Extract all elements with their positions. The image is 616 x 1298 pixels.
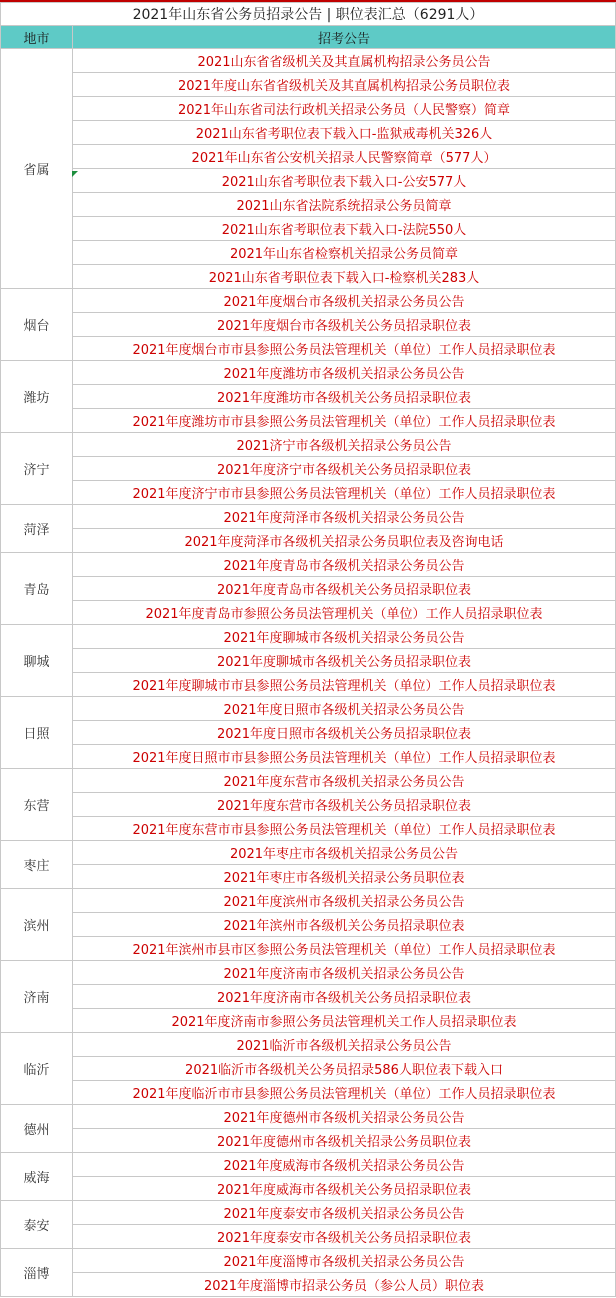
city-cell: 日照 [1,697,73,769]
table-row [1,865,616,889]
table-row [1,721,616,745]
table-row [1,241,616,265]
table-row [1,1129,616,1153]
table-row [1,217,616,241]
table-title: 2021年山东省公务员招录公告 | 职位表汇总（6291人） [1,3,616,26]
city-cell: 菏泽 [1,505,73,553]
table-row [1,769,616,793]
table-row [1,985,616,1009]
table-row [1,1081,616,1105]
notice-link[interactable]: 2021临沂市各级机关招录公务员公告 [73,1033,616,1057]
notice-link[interactable]: 2021年度淄博市招录公务员（参公人员）职位表 [73,1273,616,1297]
notice-link[interactable]: 2021年度威海市各级机关招录公务员公告 [73,1153,616,1177]
notice-link[interactable]: 2021年度淄博市各级机关招录公务员公告 [73,1249,616,1273]
notice-link[interactable]: 2021山东省省级机关及其直属机构招录公务员公告 [73,49,616,73]
notice-link[interactable]: 2021山东省法院系统招录公务员简章 [73,193,616,217]
notice-link[interactable]: 2021年度德州市各级机关招录公务员职位表 [73,1129,616,1153]
city-cell: 济宁 [1,433,73,505]
header-row [1,26,616,49]
table-row [1,889,616,913]
table-row [1,193,616,217]
table-row [1,1057,616,1081]
table-row [1,1033,616,1057]
table-row [1,121,616,145]
table-row [1,1009,616,1033]
notice-link[interactable]: 2021山东省考职位表下载入口-监狱戒毒机关326人 [73,121,616,145]
city-cell: 济南 [1,961,73,1033]
table-row [1,913,616,937]
table-row [1,1105,616,1129]
city-cell: 潍坊 [1,361,73,433]
table-row [1,745,616,769]
notice-link[interactable]: 2021年度临沂市市县参照公务员法管理机关（单位）工作人员招录职位表 [73,1081,616,1105]
notice-link[interactable]: 2021年滨州市各级机关公务员招录职位表 [73,913,616,937]
table-row [1,601,616,625]
recruitment-table [0,2,616,1297]
table-row [1,937,616,961]
notice-link[interactable]: 2021年度青岛市各级机关招录公务员公告 [73,553,616,577]
city-cell: 省属 [1,49,73,289]
notice-link[interactable]: 2021年度德州市各级机关招录公务员公告 [73,1105,616,1129]
city-cell: 威海 [1,1153,73,1201]
table-row [1,481,616,505]
notice-link[interactable]: 2021年滨州市县市区参照公务员法管理机关（单位）工作人员招录职位表 [73,937,616,961]
notice-link[interactable]: 2021年度泰安市各级机关公务员招录职位表 [73,1225,616,1249]
city-cell: 青岛 [1,553,73,625]
table-row [1,697,616,721]
notice-link[interactable]: 2021年度山东省省级机关及其直属机构招录公务员职位表 [73,73,616,97]
notice-link[interactable]: 2021年度潍坊市市县参照公务员法管理机关（单位）工作人员招录职位表 [73,409,616,433]
table-row [1,337,616,361]
notice-link[interactable]: 2021年度泰安市各级机关招录公务员公告 [73,1201,616,1225]
notice-link[interactable]: 2021年度青岛市参照公务员法管理机关（单位）工作人员招录职位表 [73,601,616,625]
table-row [1,1273,616,1297]
table-row [1,289,616,313]
table-row [1,841,616,865]
table-row [1,529,616,553]
table-row [1,73,616,97]
table-row [1,649,616,673]
notice-link[interactable]: 2021年度济南市参照公务员法管理机关工作人员招录职位表 [73,1009,616,1033]
table-row [1,817,616,841]
notice-link[interactable]: 2021年度日照市各级机关招录公务员公告 [73,697,616,721]
notice-link[interactable]: 2021年枣庄市各级机关招录公务员职位表 [73,865,616,889]
notice-link[interactable]: 2021山东省考职位表下载入口-公安577人 [73,169,616,193]
table-row [1,169,616,193]
notice-link[interactable]: 2021年度烟台市市县参照公务员法管理机关（单位）工作人员招录职位表 [73,337,616,361]
notice-link[interactable]: 2021年度威海市各级机关公务员招录职位表 [73,1177,616,1201]
title-row [1,3,616,26]
table-row [1,361,616,385]
notice-link[interactable]: 2021济宁市各级机关招录公务员公告 [73,433,616,457]
notice-link[interactable]: 2021年度济宁市市县参照公务员法管理机关（单位）工作人员招录职位表 [73,481,616,505]
table-row [1,1249,616,1273]
notice-link[interactable]: 2021山东省考职位表下载入口-检察机关283人 [73,265,616,289]
table-row [1,457,616,481]
notice-link[interactable]: 2021年度东营市市县参照公务员法管理机关（单位）工作人员招录职位表 [73,817,616,841]
table-row [1,961,616,985]
table-row [1,1225,616,1249]
notice-link[interactable]: 2021年度聊城市各级机关公务员招录职位表 [73,649,616,673]
notice-link[interactable]: 2021年度烟台市各级机关招录公务员公告 [73,289,616,313]
city-cell: 烟台 [1,289,73,361]
notice-link[interactable]: 2021年度青岛市各级机关公务员招录职位表 [73,577,616,601]
notice-link[interactable]: 2021年山东省公安机关招录人民警察简章（577人） [73,145,616,169]
city-cell: 东营 [1,769,73,841]
notice-link[interactable]: 2021年度烟台市各级机关公务员招录职位表 [73,313,616,337]
table-row [1,793,616,817]
table-row [1,409,616,433]
notice-link[interactable]: 2021年度济宁市各级机关公务员招录职位表 [73,457,616,481]
notice-link[interactable]: 2021年度菏泽市各级机关招录公务员职位表及咨询电话 [73,529,616,553]
notice-link[interactable]: 2021年山东省检察机关招录公务员简章 [73,241,616,265]
notice-link[interactable]: 2021年度日照市市县参照公务员法管理机关（单位）工作人员招录职位表 [73,745,616,769]
notice-link[interactable]: 2021临沂市各级机关公务员招录586人职位表下载入口 [73,1057,616,1081]
city-cell: 临沂 [1,1033,73,1105]
table-row [1,97,616,121]
notice-link[interactable]: 2021年度菏泽市各级机关招录公务员公告 [73,505,616,529]
city-cell: 淄博 [1,1249,73,1297]
table-row [1,1201,616,1225]
notice-link[interactable]: 2021年度潍坊市各级机关公务员招录职位表 [73,385,616,409]
notice-link[interactable]: 2021年度聊城市各级机关招录公务员公告 [73,625,616,649]
table-row [1,145,616,169]
notice-link[interactable]: 2021年度潍坊市各级机关招录公务员公告 [73,361,616,385]
table-row [1,433,616,457]
notice-link[interactable]: 2021年度滨州市各级机关招录公务员公告 [73,889,616,913]
table-row [1,313,616,337]
table-row [1,265,616,289]
table-row [1,625,616,649]
notice-link[interactable]: 2021年度东营市各级机关公务员招录职位表 [73,793,616,817]
notice-link[interactable]: 2021年度济南市各级机关公务员招录职位表 [73,985,616,1009]
cell-comment-marker [72,171,78,177]
notice-link[interactable]: 2021年度济南市各级机关招录公务员公告 [73,961,616,985]
table-row [1,505,616,529]
notice-link[interactable]: 2021山东省考职位表下载入口-法院550人 [73,217,616,241]
notice-link[interactable]: 2021年度东营市各级机关招录公务员公告 [73,769,616,793]
table-row [1,49,616,73]
notice-link[interactable]: 2021年山东省司法行政机关招录公务员（人民警察）简章 [73,97,616,121]
header-city: 地市 [1,26,73,49]
table-row [1,1153,616,1177]
table-row [1,1177,616,1201]
table-row [1,553,616,577]
city-cell: 枣庄 [1,841,73,889]
notice-link[interactable]: 2021年度日照市各级机关公务员招录职位表 [73,721,616,745]
notice-link[interactable]: 2021年度聊城市市县参照公务员法管理机关（单位）工作人员招录职位表 [73,673,616,697]
table-row [1,673,616,697]
city-cell: 聊城 [1,625,73,697]
city-cell: 泰安 [1,1201,73,1249]
city-cell: 德州 [1,1105,73,1153]
table-row [1,385,616,409]
table-row [1,577,616,601]
notice-link[interactable]: 2021年枣庄市各级机关招录公务员公告 [73,841,616,865]
header-notice: 招考公告 [73,26,616,49]
city-cell: 滨州 [1,889,73,961]
